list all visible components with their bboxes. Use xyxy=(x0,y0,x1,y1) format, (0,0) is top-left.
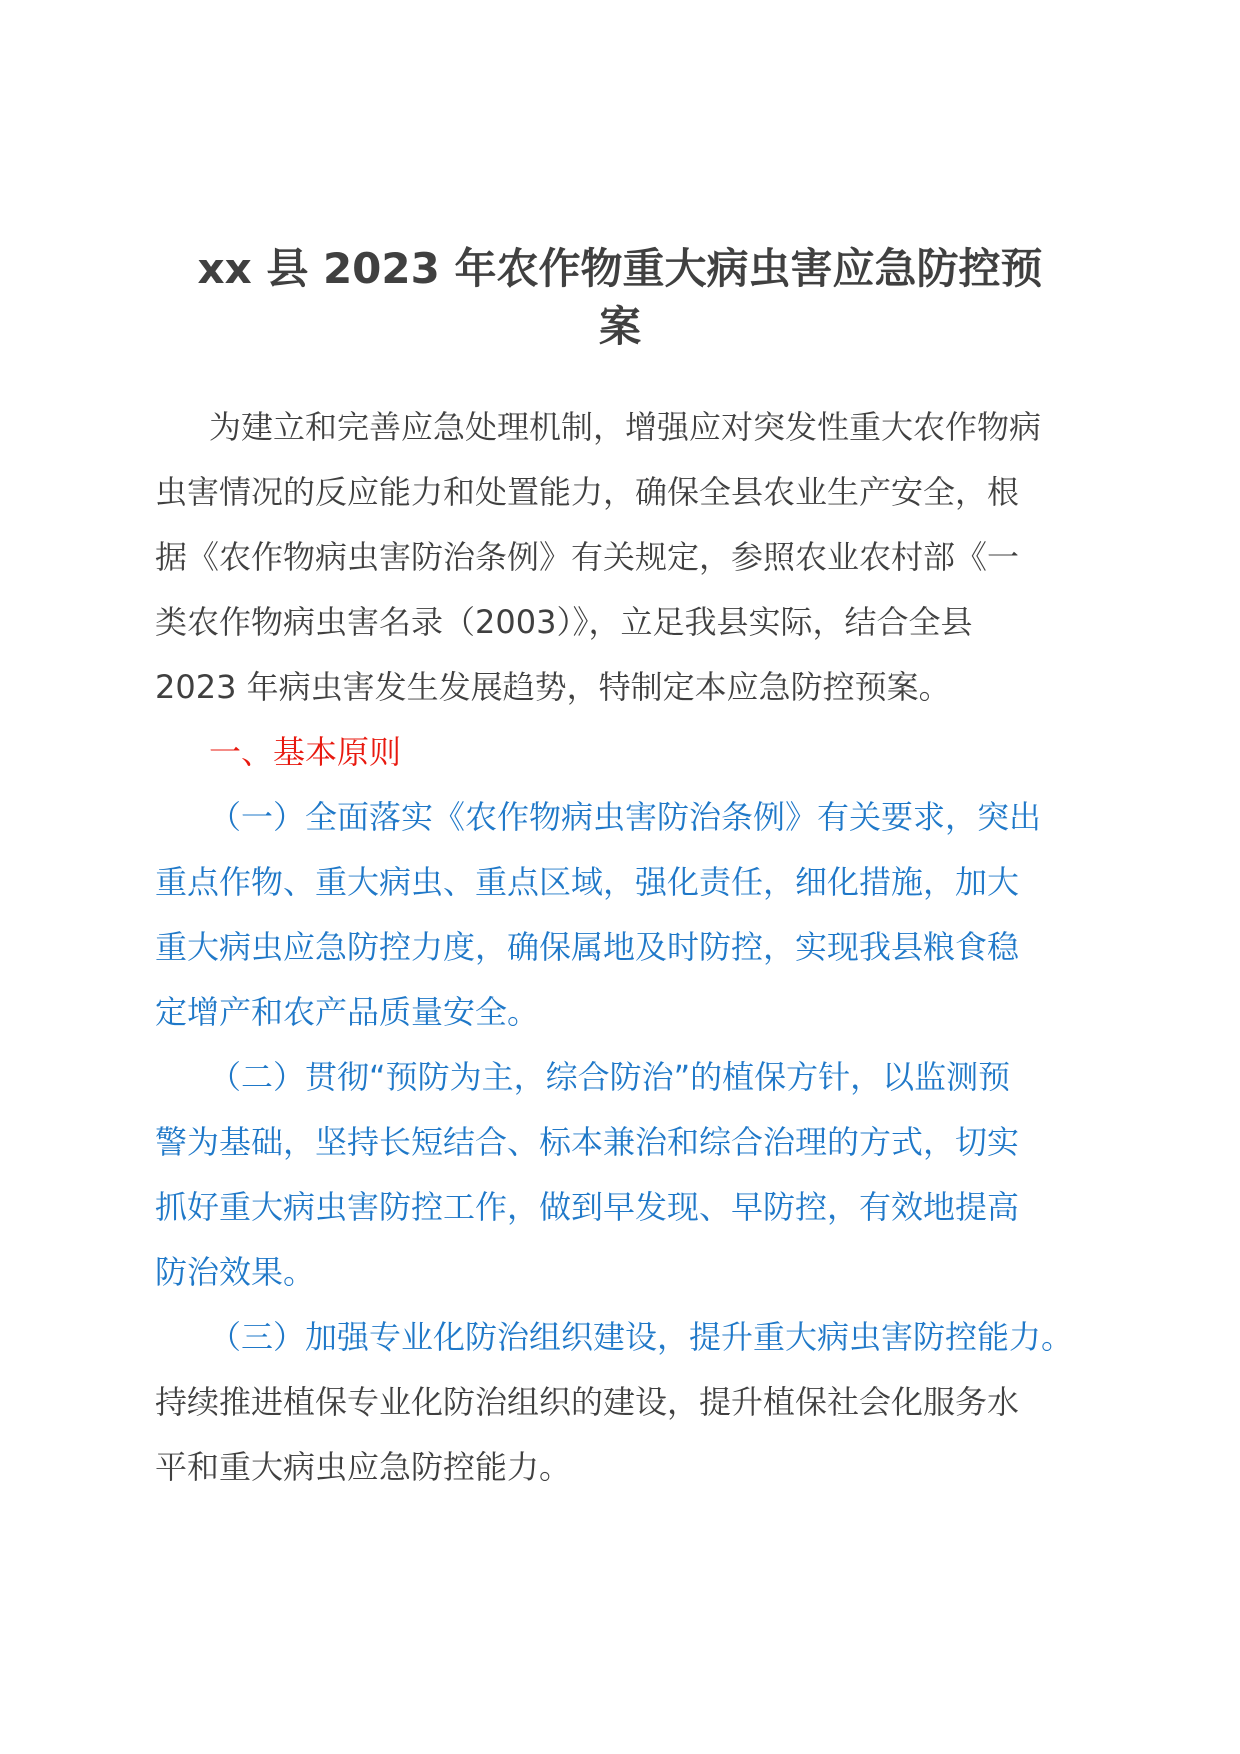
principle-line: 重点作物、重大病虫、重点区域，强化责任，细化措施，加大 xyxy=(155,863,1020,901)
principle-line: （一）全面落实《农作物病虫害防治条例》有关要求，突出 xyxy=(209,798,1042,836)
principle-line: （二）贯彻“预防为主，综合防治”的植保方针，以监测预 xyxy=(209,1058,1011,1096)
principle-item-2 xyxy=(155,1045,1085,1305)
intro-paragraph xyxy=(155,395,1085,720)
principle-line: 平和重大病虫应急防控能力。 xyxy=(155,1448,572,1486)
title-line: 案 xyxy=(598,302,641,351)
section-heading-text: 一、基本原则 xyxy=(209,733,402,771)
principle-item-1 xyxy=(155,785,1085,1045)
document-title xyxy=(150,240,1090,356)
principle-line: 警为基础，坚持长短结合、标本兼治和综合治理的方式，切实 xyxy=(155,1123,1020,1161)
principle-line: 抓好重大病虫害防控工作，做到早发现、早防控，有效地提高 xyxy=(155,1188,1020,1226)
title-line: xx 县 2023 年农作物重大病虫害应急防控预 xyxy=(197,244,1043,293)
principle-item-3-heading: （三）加强专业化防治组织建设，提升重大病虫害防控能力。 xyxy=(209,1318,1074,1356)
section-heading-basic-principles xyxy=(155,720,1085,785)
principle-line: 定增产和农产品质量安全。 xyxy=(155,993,540,1031)
principle-item-3 xyxy=(155,1305,1085,1500)
intro-line: 虫害情况的反应能力和处置能力，确保全县农业生产安全，根 xyxy=(155,473,1020,511)
principle-line: 防治效果。 xyxy=(155,1253,316,1291)
intro-line: 2023 年病虫害发生发展趋势，特制定本应急防控预案。 xyxy=(155,668,951,706)
intro-line: 据《农作物病虫害防治条例》有关规定，参照农业农村部《一 xyxy=(155,538,1020,576)
intro-line: 类农作物病虫害名录（2003）》，立足我县实际，结合全县 xyxy=(155,603,973,641)
principle-line: 重大病虫应急防控力度，确保属地及时防控，实现我县粮食稳 xyxy=(155,928,1020,966)
principle-line: 持续推进植保专业化防治组织的建设，提升植保社会化服务水 xyxy=(155,1383,1020,1421)
intro-line: 为建立和完善应急处理机制，增强应对突发性重大农作物病 xyxy=(209,408,1042,446)
